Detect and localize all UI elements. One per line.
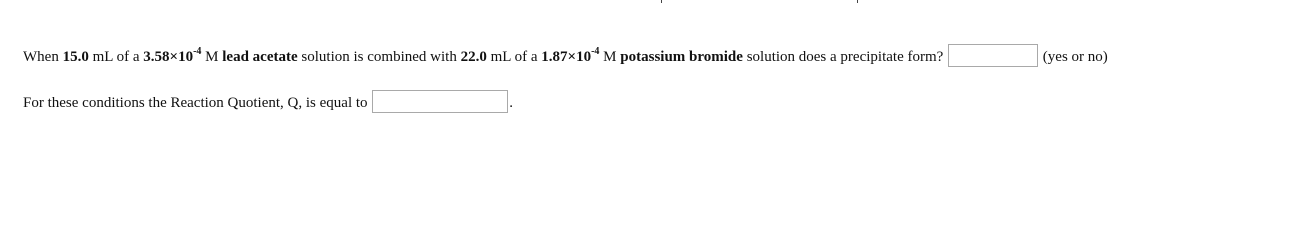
top-edge-marks	[0, 0, 1289, 4]
precipitate-question	[23, 46, 1108, 69]
top-edge-mark	[661, 0, 662, 3]
question-text: mL of a	[486, 48, 542, 65]
top-edge-mark	[857, 0, 858, 3]
concentration-2-exponent: -4	[591, 45, 600, 57]
reagent-1: lead acetate	[222, 48, 298, 65]
question-text: When	[23, 48, 63, 65]
volume-1: 15.0	[62, 48, 89, 65]
reaction-quotient-input[interactable]	[372, 90, 508, 113]
answer-hint: (yes or no)	[1042, 48, 1108, 65]
question-text: solution does a precipitate form?	[742, 48, 944, 65]
concentration-1: $3.58\times 10^{-4}$	[143, 45, 202, 65]
period: .	[509, 94, 514, 111]
precipitate-answer-input[interactable]	[948, 44, 1038, 67]
reaction-quotient-question	[23, 92, 513, 115]
question-text: For these conditions the Reaction Quotient, Q, is equal to	[23, 94, 368, 111]
question-text: solution is combined with	[297, 48, 461, 65]
reagent-2: potassium bromide	[620, 48, 743, 65]
concentration-2: $1.87\times 10^{-4}$	[541, 45, 600, 65]
question-text: M	[201, 48, 223, 65]
question-text: M	[599, 48, 621, 65]
volume-2: 22.0	[460, 48, 487, 65]
concentration-1-exponent: -4	[193, 45, 202, 57]
question-text: mL of a	[88, 48, 144, 65]
